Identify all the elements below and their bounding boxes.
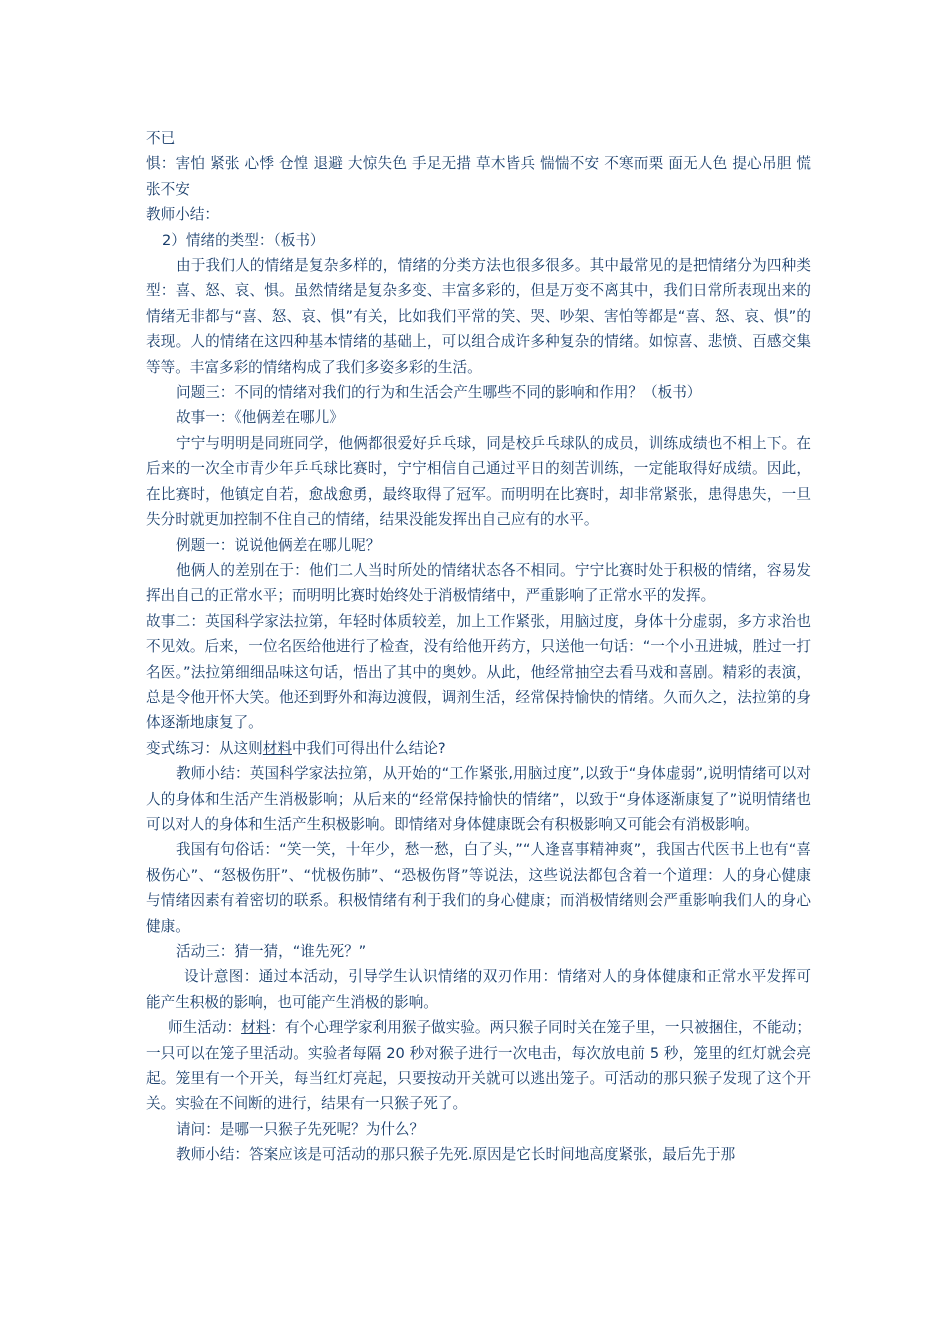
text-line: 不已	[146, 130, 176, 147]
proverb-paragraph: 我国有句俗话：“笑一笑，十年少，愁一愁，白了头，”“人逢喜事精神爽”，我国古代医书上也有“喜极伤心”、“怒极伤肝”、“忧极伤肺”、“恐极伤肾”等说法，这些说法都包含着一个道理：人的身心健康与情绪因素有着密切的联系。积极情绪有利于我们的身心健康；而消极情绪则会严重影响我们人的身心健康。	[146, 841, 811, 935]
variant-exercise	[146, 736, 811, 761]
teacher-summary-label: 教师小结：	[146, 206, 219, 224]
document-body	[146, 126, 811, 1168]
teacher-summary-two: 教师小结：英国科学家法拉第，从开始的“工作紧张,用脑过度”,以致于“身体虚弱”,说明情绪可以对人的身体和生活产生消极影响；从后来的“经常保持愉快的情绪”，以致于“身体逐渐康复了”说明情绪也可以对人的身体和生活产生积极影响。即情绪对身体健康既会有积极影响又可能会有消极影响。	[146, 765, 811, 833]
example-one-answer: 他俩人的差别在于：他们二人当时所处的情绪状态各不相同。宁宁比赛时处于积极的情绪，容易发挥出自己的正常水平；而明明比赛时始终处于消极情绪中，严重影响了正常水平的发挥。	[146, 561, 811, 605]
design-intent: 设计意图：通过本活动，引导学生认识情绪的双刃作用：情绪对人的身体健康和正常水平发挥可能产生积极的影响，也可能产生消极的影响。	[146, 968, 811, 1011]
story-two: 故事二：英国科学家法拉第，年轻时体质较差，加上工作紧张，用脑过度，身体十分虚弱，多方求治也不见效。后来，一位名医给他进行了检查，没有给他开药方，只送他一句话：“一个小丑进城，胜过一打名医。”法拉第细细品味这句话，悟出了其中的奥妙。从此，他经常抽空去看马戏和喜剧。精彩的表演，总是令他开怀大笑。他还到野外和海边渡假，调剂生活，经常保持愉快的情绪。久而久之，法拉第的身体逐渐地康复了。	[146, 612, 811, 732]
question-ask: 请问：是哪一只猴子先死呢？为什么？	[176, 1120, 425, 1138]
example-one: 例题一：说说他俩差在哪儿呢？	[176, 536, 381, 554]
section-title: 2）情绪的类型：（板书）	[162, 231, 325, 249]
fear-word-list: 惧：害怕 紧张 心悸 仓惶 退避 大惊失色 手足无措 草木皆兵 惴惴不安 不寒而栗 面无人色 提心吊胆 慌张不安	[146, 155, 811, 198]
activity-text-pre: 师生活动：	[168, 1019, 242, 1037]
material-link[interactable]: 材料	[262, 739, 292, 757]
activity-text-post: ：有个心理学家利用猴子做实验。两只猴子同时关在笼子里，一只被捆住，不能动；一只可以在笼子里活动。实验者每隔 20 秒对猴子进行一次电击，每次放电前 5 秒，笼里的红灯就会亮起。笼里有一个开关，每当红灯亮起，只要按动开关就可以逃出笼子。可活动的那只猴子发现了这个开关。实验在不间断的进行，结果有一只猴子死了。	[146, 1019, 811, 1113]
teacher-summary-three: 教师小结：答案应该是可活动的那只猴子先死.原因是它长时间地高度紧张，最后先于那	[176, 1146, 736, 1164]
story-one-title: 故事一：《他俩差在哪儿》	[176, 409, 344, 427]
teacher-student-activity	[146, 1015, 811, 1117]
question-three: 问题三：不同的情绪对我们的行为和生活会产生哪些不同的影响和作用？（板书）	[176, 384, 702, 402]
variant-text-pre: 变式练习：从这则	[146, 739, 263, 757]
material-link[interactable]: 材料	[241, 1019, 271, 1037]
paragraph-emotion-types: 由于我们人的情绪是复杂多样的，情绪的分类方法也很多很多。其中最常见的是把情绪分为四种类型：喜、怒、哀、惧。虽然情绪是复杂多变、丰富多彩的，但是万变不离其中，我们日常所表现出来的情绪无非都与“喜、怒、哀、惧”有关，比如我们平常的笑、哭、吵架、害怕等都是“喜、怒、哀、惧”的表现。人的情绪在这四种基本情绪的基础上，可以组合成许多种复杂的情绪。如惊喜、悲愤、百感交集等等。丰富多彩的情绪构成了我们多姿多彩的生活。	[146, 257, 811, 376]
story-one-text: 宁宁与明明是同班同学，他俩都很爱好乒乓球，同是校乒乓球队的成员，训练成绩也不相上下。在后来的一次全市青少年乒乓球比赛时，宁宁相信自己通过平日的刻苦训练，一定能取得好成绩。因此，在比赛时，他镇定自若，愈战愈勇，最终取得了冠军。而明明在比赛时，却非常紧张，患得患失，一旦失分时就更加控制不住自己的情绪，结果没能发挥出自己应有的水平。	[146, 434, 811, 529]
activity-three: 活动三：猜一猜，“谁先死？”	[176, 943, 367, 960]
variant-text-post: 中我们可得出什么结论?	[291, 739, 446, 757]
